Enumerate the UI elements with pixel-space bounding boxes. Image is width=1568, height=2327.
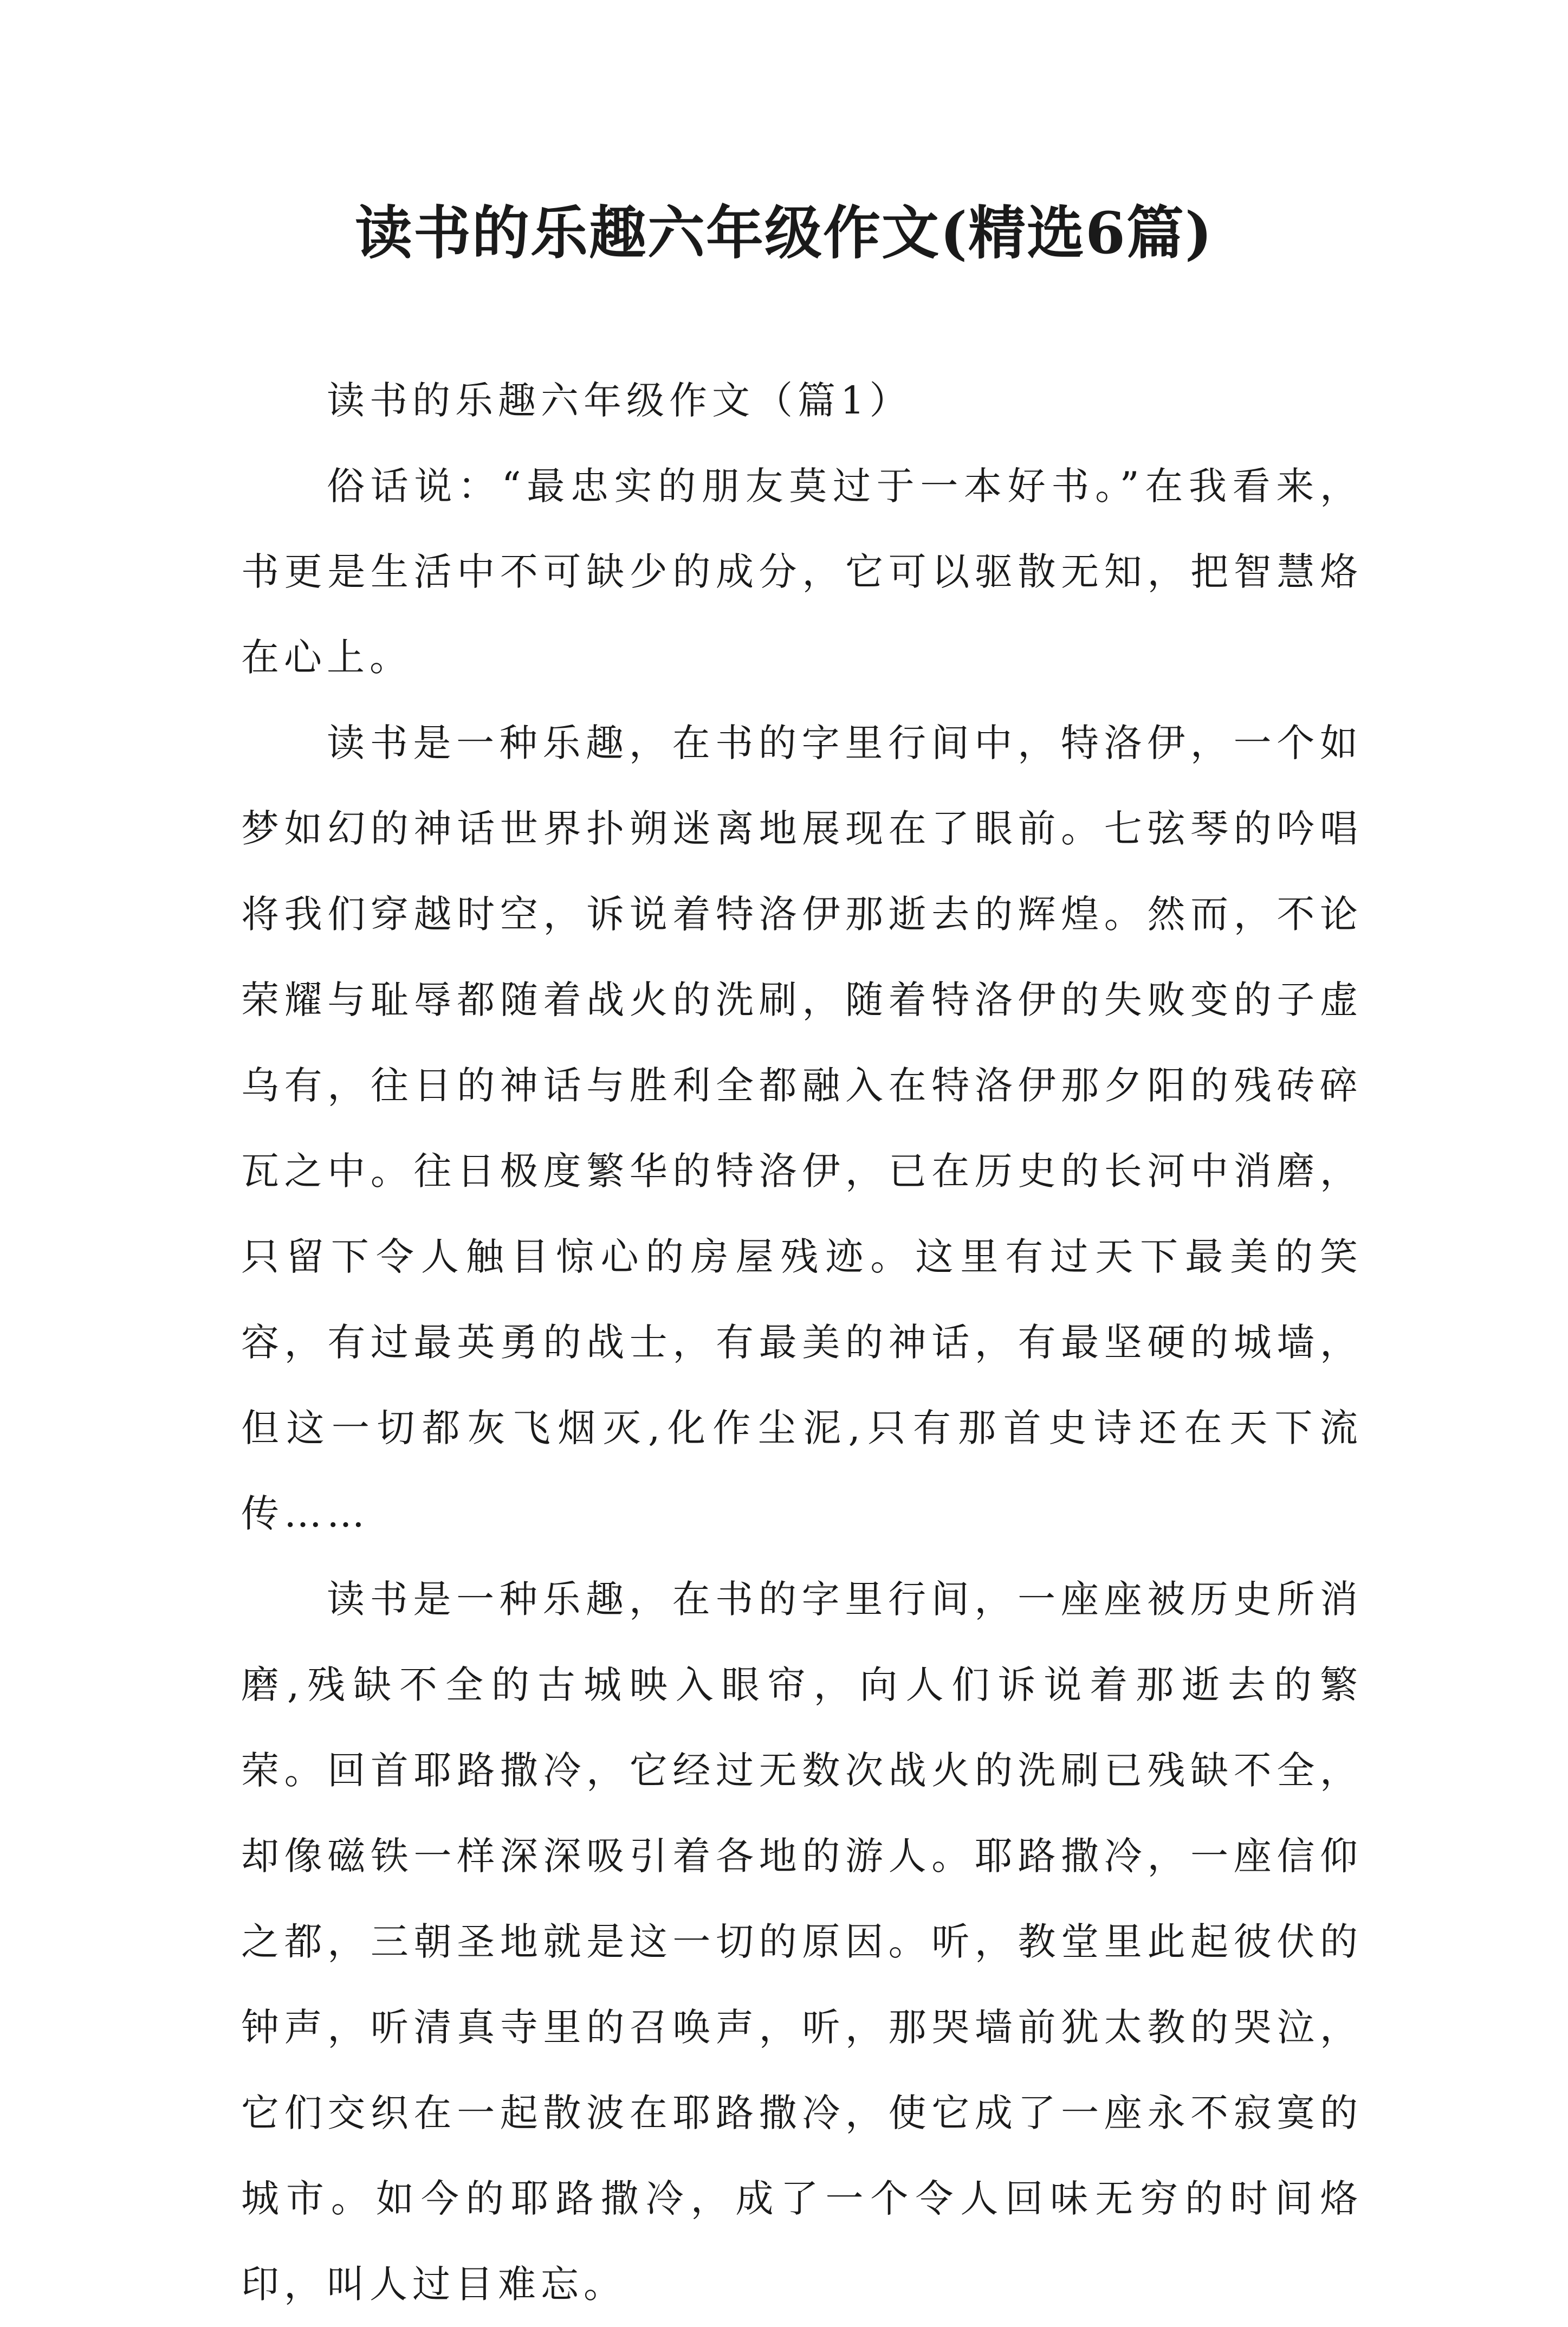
body-paragraph: 读书是一种乐趣，在书的字里行间，一座座被历史所消磨,残缺不全的古城映入眼帘，向人们诉说着那逝去的繁荣。回首耶路撒冷，它经过无数次战火的洗刷已残缺不全，却像磁铁一样深深吸引着各地的游人。耶路撒冷，一座信仰之都，三朝圣地就是这一切的原因。听，教堂里此起彼伏的钟声，听清真寺里的召唤声，听，那哭墙前犹太教的哭泣，它们交织在一起散波在耶路撒冷，使它成了一座永不寂寞的城市。如今的耶路撒冷，成了一个令人回味无穷的时间烙印，叫人过目难忘。 — [241, 1577, 1363, 2306]
body-paragraph: 俗话说：“最忠实的朋友莫过于一本好书。”在我看来，书更是生活中不可缺少的成分，它可以驱散无知，把智慧烙在心上。 — [241, 464, 1363, 680]
body-paragraph: 读书是一种乐趣，在书的字里行间中，特洛伊，一个如梦如幻的神话世界扑朔迷离地展现在了眼前。七弦琴的吟唱将我们穿越时空，诉说着特洛伊那逝去的辉煌。然而，不论荣耀与耻辱都随着战火的洗刷，随着特洛伊的失败变的子虚乌有，往日的神话与胜利全都融入在特洛伊那夕阳的残砖碎瓦之中。往日极度繁华的特洛伊，已在历史的长河中消磨，只留下令人触目惊心的房屋残迹。这里有过天下最美的笑容，有过最英勇的战士，有最美的神话，有最坚硬的城墙，但这一切都灰飞烟灭,化作尘泥,只有那首史诗还在天下流传…… — [241, 721, 1363, 1536]
document-body — [241, 358, 1363, 2327]
section-heading: 读书的乐趣六年级作文（篇1） — [327, 378, 912, 423]
document-title: 读书的乐趣六年级作文(精选6篇) — [354, 199, 1214, 267]
